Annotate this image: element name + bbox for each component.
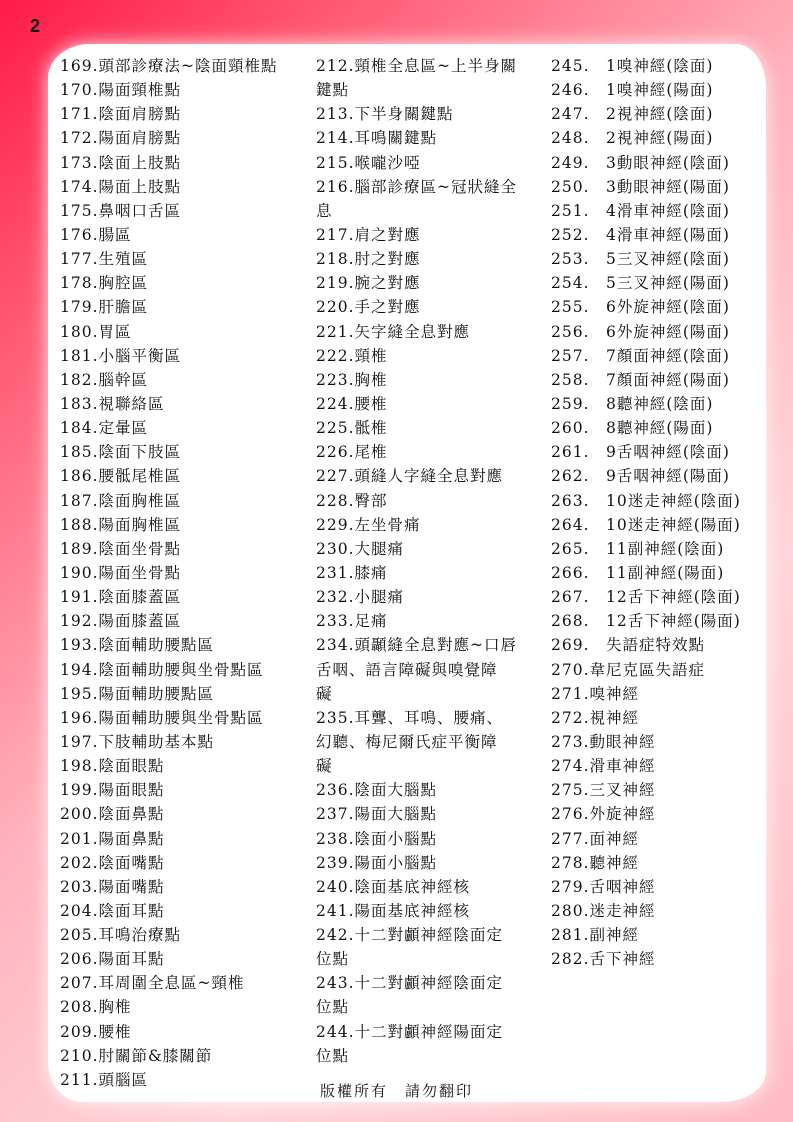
index-entry: 233.足痛 [316, 612, 388, 631]
index-entry: 271.嗅神經 [551, 684, 640, 703]
index-entry: 224.腰椎 [316, 394, 388, 413]
index-entry: 232.小腿痛 [316, 588, 405, 607]
index-entry: 250. 3動眼神經(陽面) [551, 177, 730, 196]
index-entry: 170.陽面頸椎點 [60, 81, 182, 100]
index-entry: 175.鼻咽口舌區 [60, 201, 182, 220]
index-entry: 258. 7顏面神經(陽面) [551, 370, 730, 389]
index-entry: 220.手之對應 [316, 298, 421, 317]
index-entry: 281.副神經 [551, 926, 640, 945]
index-entry: 180.胃區 [60, 322, 132, 341]
index-entry: 239.陽面小腦點 [316, 853, 438, 872]
index-entry: 200.陰面鼻點 [60, 805, 165, 824]
index-entry: 207.耳周圍全息區~頸椎 [60, 974, 245, 993]
index-entry: 221.矢字縫全息對應 [316, 322, 471, 341]
index-entry: 203.陽面嘴點 [60, 877, 165, 896]
index-entry: 262. 9舌咽神經(陽面) [551, 467, 730, 486]
index-entry: 272.視神經 [551, 708, 640, 727]
index-entry: 177.生殖區 [60, 250, 149, 269]
index-entry: 位點 [316, 1046, 350, 1065]
index-entry: 215.喉嚨沙啞 [316, 153, 421, 172]
index-entry: 266. 11副神經(陽面) [551, 563, 725, 582]
index-entry: 195.陽面輔助腰點區 [60, 684, 215, 703]
index-entry: 204.陰面耳點 [60, 901, 165, 920]
index-entry: 241.陽面基底神經核 [316, 901, 471, 920]
index-entry: 舌咽、語言障礙與嗅覺障 [316, 660, 498, 679]
index-entry: 187.陰面胸椎區 [60, 491, 182, 510]
index-entry: 178.胸腔區 [60, 274, 149, 293]
index-entry: 186.腰骶尾椎區 [60, 467, 182, 486]
index-entry: 201.陽面鼻點 [60, 829, 165, 848]
index-entry: 礙 [316, 757, 333, 776]
index-entry: 212.頸椎全息區~上半身關 [316, 57, 517, 75]
index-entry: 217.肩之對應 [316, 225, 421, 244]
index-entry: 249. 3動眼神經(陰面) [551, 153, 730, 172]
index-entry: 169.頭部診療法~陰面頸椎點 [60, 57, 278, 75]
index-entry: 264. 10迷走神經(陽面) [551, 515, 741, 534]
index-entry: 275.三叉神經 [551, 781, 656, 800]
copyright-footer: 版權所有 請勿翻印 [319, 1082, 473, 1100]
index-entry: 196.陽面輔助腰與坐骨點區 [60, 708, 264, 727]
index-entry: 277.面神經 [551, 829, 640, 848]
index-entry: 242.十二對顱神經陰面定 [316, 926, 504, 945]
index-entry: 192.陽面膝蓋區 [60, 612, 182, 631]
index-column-2 [316, 54, 552, 1068]
index-entry: 269. 失語症特效點 [551, 636, 706, 655]
index-entry: 幻聽、梅尼爾氏症平衡障 [316, 732, 498, 751]
index-entry: 184.定暈區 [60, 419, 149, 438]
index-entry: 253. 5三叉神經(陰面) [551, 250, 730, 269]
index-entry: 227.頭縫人字縫全息對應 [316, 467, 504, 486]
index-entry: 218.肘之對應 [316, 250, 421, 269]
index-entry: 189.陰面坐骨點 [60, 539, 182, 558]
index-entry: 229.左坐骨痛 [316, 515, 421, 534]
index-entry: 206.陽面耳點 [60, 950, 165, 969]
index-column-1 [60, 54, 312, 1092]
index-entry: 188.陽面胸椎區 [60, 515, 182, 534]
index-entry: 鍵點 [316, 81, 350, 100]
index-entry: 191.陰面膝蓋區 [60, 588, 182, 607]
index-entry: 259. 8聽神經(陰面) [551, 394, 714, 413]
index-entry: 199.陽面眼點 [60, 781, 165, 800]
index-entry: 270.韋尼克區失語症 [551, 660, 706, 679]
index-entry: 237.陽面大腦點 [316, 805, 438, 824]
index-entry: 172.陽面肩膀點 [60, 129, 182, 148]
index-entry: 193.陰面輔助腰點區 [60, 636, 215, 655]
index-entry: 211.頭腦區 [60, 1070, 149, 1089]
index-entry: 282.舌下神經 [551, 950, 656, 969]
index-entry: 223.胸椎 [316, 370, 388, 389]
index-entry: 205.耳鳴治療點 [60, 926, 182, 945]
index-entry: 248. 2視神經(陽面) [551, 129, 714, 148]
index-entry: 226.尾椎 [316, 443, 388, 462]
index-entry: 礙 [316, 684, 333, 703]
index-entry: 194.陰面輔助腰與坐骨點區 [60, 660, 264, 679]
index-entry: 274.滑車神經 [551, 757, 656, 776]
index-entry: 209.腰椎 [60, 1022, 132, 1041]
index-entry: 230.大腿痛 [316, 539, 405, 558]
index-entry: 225.骶椎 [316, 419, 388, 438]
index-entry: 231.膝痛 [316, 563, 388, 582]
index-entry: 245. 1嗅神經(陰面) [551, 57, 714, 75]
index-entry: 216.腦部診療區~冠狀縫全 [316, 177, 517, 196]
index-entry: 位點 [316, 998, 350, 1017]
index-entry: 176.腸區 [60, 225, 132, 244]
index-entry: 213.下半身關鍵點 [316, 105, 454, 124]
index-entry: 280.迷走神經 [551, 901, 656, 920]
index-entry: 181.小腦平衡區 [60, 346, 182, 365]
index-entry: 246. 1嗅神經(陽面) [551, 81, 714, 100]
index-entry: 252. 4滑車神經(陽面) [551, 225, 730, 244]
index-entry: 244.十二對顱神經陽面定 [316, 1022, 504, 1041]
index-entry: 171.陰面肩膀點 [60, 105, 182, 124]
index-entry: 263. 10迷走神經(陰面) [551, 491, 741, 510]
index-entry: 251. 4滑車神經(陰面) [551, 201, 730, 220]
index-entry: 247. 2視神經(陰面) [551, 105, 714, 124]
index-entry: 214.耳鳴關鍵點 [316, 129, 438, 148]
index-entry: 183.視聯絡區 [60, 394, 165, 413]
index-entry: 234.頭顳縫全息對應~口唇 [316, 636, 517, 655]
index-entry: 息 [316, 201, 333, 220]
index-entry: 228.臀部 [316, 491, 388, 510]
index-entry: 198.陰面眼點 [60, 757, 165, 776]
index-entry: 位點 [316, 950, 350, 969]
index-entry: 265. 11副神經(陰面) [551, 539, 725, 558]
index-entry: 267. 12舌下神經(陰面) [551, 588, 741, 607]
index-entry: 240.陰面基底神經核 [316, 877, 471, 896]
index-entry: 182.腦幹區 [60, 370, 149, 389]
index-entry: 236.陰面大腦點 [316, 781, 438, 800]
index-entry: 222.頸椎 [316, 346, 388, 365]
index-entry: 256. 6外旋神經(陽面) [551, 322, 730, 341]
index-entry: 174.陽面上肢點 [60, 177, 182, 196]
index-entry: 173.陰面上肢點 [60, 153, 182, 172]
index-entry: 210.肘關節&膝關節 [60, 1046, 213, 1065]
index-entry: 190.陽面坐骨點 [60, 563, 182, 582]
index-entry: 276.外旋神經 [551, 805, 656, 824]
index-entry: 197.下肢輔助基本點 [60, 732, 215, 751]
index-entry: 243.十二對顱神經陰面定 [316, 974, 504, 993]
index-entry: 278.聽神經 [551, 853, 640, 872]
index-entry: 235.耳聾、耳鳴、腰痛、 [316, 708, 504, 727]
index-entry: 219.腕之對應 [316, 274, 421, 293]
index-column-3 [551, 54, 766, 971]
index-entry: 254. 5三叉神經(陽面) [551, 274, 730, 293]
index-entry: 202.陰面嘴點 [60, 853, 165, 872]
index-entry: 185.陰面下肢區 [60, 443, 182, 462]
index-entry: 273.動眼神經 [551, 732, 656, 751]
index-entry: 257. 7顏面神經(陰面) [551, 346, 730, 365]
index-entry: 255. 6外旋神經(陰面) [551, 298, 730, 317]
index-entry: 208.胸椎 [60, 998, 132, 1017]
index-entry: 260. 8聽神經(陽面) [551, 419, 714, 438]
page-number: 2 [30, 16, 41, 36]
index-entry: 279.舌咽神經 [551, 877, 656, 896]
index-entry: 238.陰面小腦點 [316, 829, 438, 848]
index-entry: 179.肝膽區 [60, 298, 149, 317]
index-entry: 268. 12舌下神經(陽面) [551, 612, 741, 631]
index-entry: 261. 9舌咽神經(陰面) [551, 443, 730, 462]
